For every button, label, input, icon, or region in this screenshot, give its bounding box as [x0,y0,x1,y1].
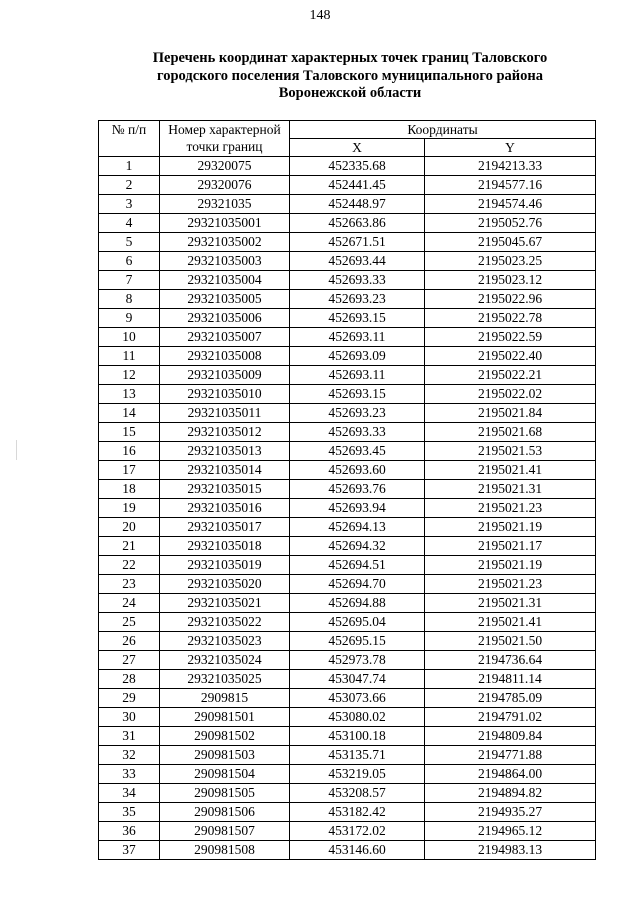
cell-point: 29321035002 [160,233,290,252]
cell-num: 35 [99,803,160,822]
header-num: № п/п [99,121,160,157]
cell-num: 28 [99,670,160,689]
cell-point: 29321035023 [160,632,290,651]
cell-y: 2195023.12 [425,271,596,290]
cell-num: 17 [99,461,160,480]
cell-x: 453172.02 [290,822,425,841]
cell-point: 29321035 [160,195,290,214]
cell-y: 2195021.31 [425,480,596,499]
table-row [99,689,596,708]
cell-y: 2195022.59 [425,328,596,347]
table-row [99,366,596,385]
cell-point: 290981508 [160,841,290,860]
cell-x: 452695.04 [290,613,425,632]
cell-y: 2194574.46 [425,195,596,214]
title-line-3: Воронежской области [278,85,422,101]
cell-x: 452671.51 [290,233,425,252]
cell-x: 452694.32 [290,537,425,556]
cell-x: 452694.51 [290,556,425,575]
cell-point: 29321035017 [160,518,290,537]
cell-x: 452973.78 [290,651,425,670]
cell-y: 2195021.68 [425,423,596,442]
cell-num: 21 [99,537,160,556]
cell-point: 29321035015 [160,480,290,499]
cell-x: 453047.74 [290,670,425,689]
cell-point: 29321035005 [160,290,290,309]
cell-num: 6 [99,252,160,271]
table-body [99,157,596,860]
cell-x: 452693.11 [290,328,425,347]
cell-point: 29321035024 [160,651,290,670]
cell-point: 29320076 [160,176,290,195]
table-row [99,423,596,442]
table-row [99,404,596,423]
cell-num: 14 [99,404,160,423]
cell-y: 2194771.88 [425,746,596,765]
cell-num: 19 [99,499,160,518]
table-row [99,708,596,727]
table-row [99,822,596,841]
cell-y: 2195021.23 [425,499,596,518]
cell-x: 453208.57 [290,784,425,803]
cell-num: 32 [99,746,160,765]
cell-num: 4 [99,214,160,233]
cell-point: 29320075 [160,157,290,176]
cell-x: 452693.76 [290,480,425,499]
cell-num: 8 [99,290,160,309]
header-point-line-2: точки границ [186,139,263,154]
cell-point: 29321035022 [160,613,290,632]
cell-point: 290981503 [160,746,290,765]
table-row [99,556,596,575]
cell-point: 29321035014 [160,461,290,480]
cell-x: 452695.15 [290,632,425,651]
cell-num: 3 [99,195,160,214]
cell-y: 2194213.33 [425,157,596,176]
cell-x: 452693.33 [290,271,425,290]
title-line-1: Перечень координат характерных точек границ Таловского [152,50,548,66]
cell-point: 2909815 [160,689,290,708]
table-row [99,157,596,176]
cell-y: 2194577.16 [425,176,596,195]
cell-num: 22 [99,556,160,575]
cell-x: 452693.09 [290,347,425,366]
cell-x: 452335.68 [290,157,425,176]
cell-y: 2195021.50 [425,632,596,651]
cell-x: 452694.13 [290,518,425,537]
cell-y: 2195023.25 [425,252,596,271]
cell-point: 290981507 [160,822,290,841]
coordinates-table [98,120,596,860]
cell-x: 452694.88 [290,594,425,613]
cell-y: 2195022.40 [425,347,596,366]
cell-x: 453080.02 [290,708,425,727]
table-row [99,176,596,195]
cell-y: 2194965.12 [425,822,596,841]
cell-y: 2195021.31 [425,594,596,613]
table-row [99,537,596,556]
cell-point: 29321035020 [160,575,290,594]
cell-x: 453219.05 [290,765,425,784]
cell-num: 2 [99,176,160,195]
cell-y: 2194894.82 [425,784,596,803]
header-y: Y [425,139,596,157]
header-point-line-1: Номер характерной [168,122,281,137]
cell-y: 2195021.19 [425,518,596,537]
table-row [99,499,596,518]
cell-num: 31 [99,727,160,746]
cell-point: 29321035008 [160,347,290,366]
cell-y: 2195022.78 [425,309,596,328]
cell-y: 2194736.64 [425,651,596,670]
cell-y: 2195045.67 [425,233,596,252]
cell-num: 20 [99,518,160,537]
cell-y: 2194864.00 [425,765,596,784]
cell-x: 452693.60 [290,461,425,480]
cell-num: 27 [99,651,160,670]
cell-x: 452693.15 [290,385,425,404]
cell-point: 29321035010 [160,385,290,404]
cell-y: 2195052.76 [425,214,596,233]
table-row [99,651,596,670]
cell-y: 2194809.84 [425,727,596,746]
cell-x: 452693.33 [290,423,425,442]
cell-point: 290981501 [160,708,290,727]
table-row [99,765,596,784]
header-point [160,121,290,157]
page-title [100,50,600,103]
table-row [99,727,596,746]
table-row [99,214,596,233]
cell-y: 2194791.02 [425,708,596,727]
table-row [99,461,596,480]
cell-x: 452441.45 [290,176,425,195]
cell-point: 29321035001 [160,214,290,233]
cell-num: 12 [99,366,160,385]
cell-point: 29321035013 [160,442,290,461]
cell-x: 452693.94 [290,499,425,518]
cell-point: 29321035011 [160,404,290,423]
cell-x: 453182.42 [290,803,425,822]
table-header [99,121,596,157]
cell-x: 452694.70 [290,575,425,594]
table-row [99,841,596,860]
table-row [99,575,596,594]
cell-num: 11 [99,347,160,366]
table-row [99,480,596,499]
cell-point: 29321035021 [160,594,290,613]
cell-y: 2195022.02 [425,385,596,404]
table-row [99,613,596,632]
table-row [99,632,596,651]
cell-num: 18 [99,480,160,499]
cell-num: 34 [99,784,160,803]
cell-point: 290981506 [160,803,290,822]
cell-num: 9 [99,309,160,328]
title-line-2: городского поселения Таловского муниципального района [156,67,544,84]
cell-y: 2195021.19 [425,556,596,575]
cell-num: 16 [99,442,160,461]
cell-x: 452448.97 [290,195,425,214]
cell-x: 453100.18 [290,727,425,746]
cell-point: 29321035012 [160,423,290,442]
cell-num: 26 [99,632,160,651]
table-row [99,347,596,366]
cell-x: 452693.45 [290,442,425,461]
cell-point: 29321035009 [160,366,290,385]
table-row [99,271,596,290]
cell-point: 29321035004 [160,271,290,290]
cell-num: 23 [99,575,160,594]
cell-y: 2195022.21 [425,366,596,385]
table-row [99,442,596,461]
cell-x: 453135.71 [290,746,425,765]
cell-num: 7 [99,271,160,290]
cell-num: 36 [99,822,160,841]
cell-x: 452693.23 [290,404,425,423]
cell-y: 2195021.17 [425,537,596,556]
table-row [99,309,596,328]
cell-point: 290981502 [160,727,290,746]
cell-point: 29321035018 [160,537,290,556]
cell-x: 453073.66 [290,689,425,708]
cell-point: 290981505 [160,784,290,803]
cell-num: 24 [99,594,160,613]
page-number: 148 [309,8,331,23]
table-row [99,328,596,347]
cell-point: 29321035006 [160,309,290,328]
cell-y: 2194785.09 [425,689,596,708]
cell-y: 2195021.53 [425,442,596,461]
cell-x: 452693.23 [290,290,425,309]
cell-x: 452693.44 [290,252,425,271]
cell-point: 29321035025 [160,670,290,689]
header-coords: Координаты [290,121,596,139]
cell-num: 37 [99,841,160,860]
table-row [99,195,596,214]
table-row [99,518,596,537]
cell-y: 2195021.41 [425,461,596,480]
cell-num: 29 [99,689,160,708]
cell-point: 290981504 [160,765,290,784]
cell-x: 452693.11 [290,366,425,385]
table-row [99,252,596,271]
cell-point: 29321035016 [160,499,290,518]
cell-y: 2195022.96 [425,290,596,309]
cell-num: 33 [99,765,160,784]
cell-y: 2195021.41 [425,613,596,632]
cell-point: 29321035019 [160,556,290,575]
table-row [99,594,596,613]
cell-num: 13 [99,385,160,404]
table-row [99,784,596,803]
cell-num: 10 [99,328,160,347]
table-row [99,233,596,252]
cell-y: 2194983.13 [425,841,596,860]
cell-y: 2195021.84 [425,404,596,423]
table-row [99,803,596,822]
cell-point: 29321035003 [160,252,290,271]
cell-num: 15 [99,423,160,442]
cell-num: 30 [99,708,160,727]
cell-y: 2194935.27 [425,803,596,822]
cell-x: 453146.60 [290,841,425,860]
header-x: X [290,139,425,157]
cell-num: 1 [99,157,160,176]
margin-mark [16,440,20,460]
cell-x: 452693.15 [290,309,425,328]
cell-y: 2195021.23 [425,575,596,594]
cell-y: 2194811.14 [425,670,596,689]
table-row [99,290,596,309]
table-row [99,670,596,689]
cell-num: 5 [99,233,160,252]
cell-num: 25 [99,613,160,632]
table-row [99,385,596,404]
cell-x: 452663.86 [290,214,425,233]
cell-point: 29321035007 [160,328,290,347]
table-row [99,746,596,765]
